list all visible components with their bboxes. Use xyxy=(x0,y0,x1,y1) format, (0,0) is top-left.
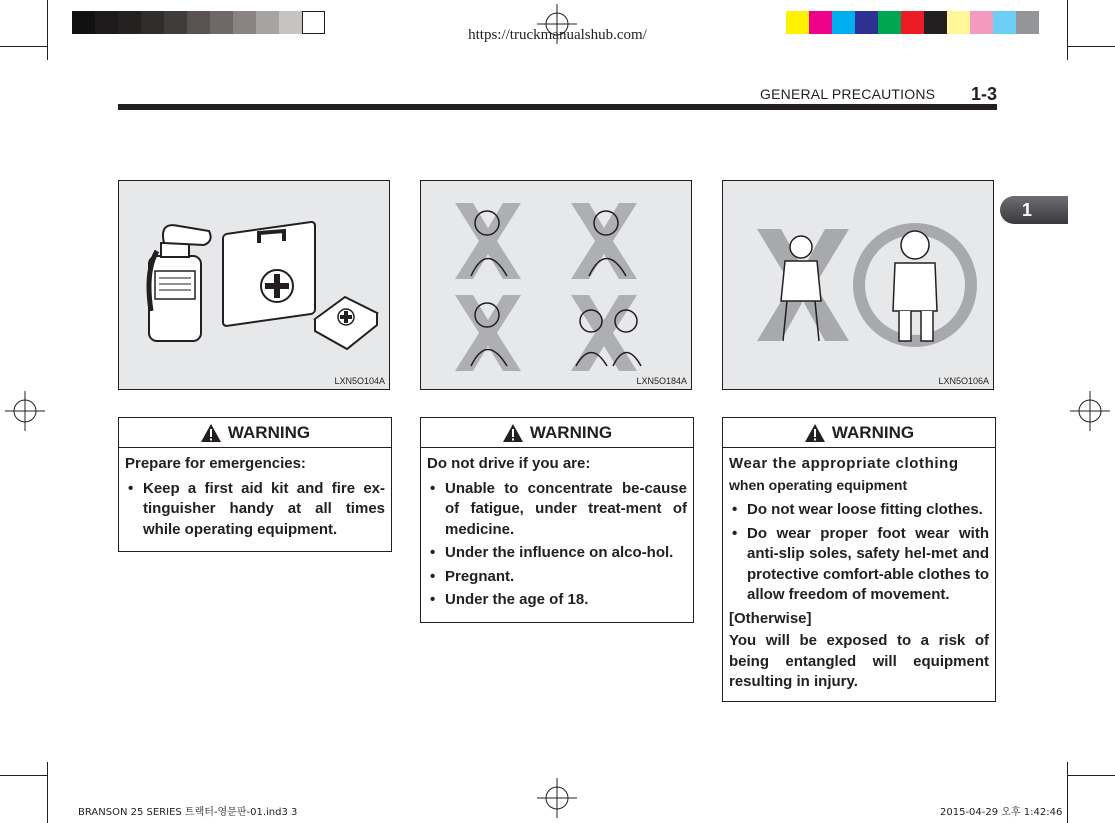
warning-triangle-icon xyxy=(502,423,524,443)
warning-intro: Wear the appropriate clothing xyxy=(729,455,959,472)
warning-header xyxy=(119,418,391,448)
warning-box-fitness xyxy=(420,417,694,623)
page-number: 1-3 xyxy=(971,84,998,104)
warning-header xyxy=(421,418,693,448)
footer-file-slug: BRANSON 25 SERIES 트랙터-영문판-01.ind3 3 xyxy=(78,807,298,818)
figure-unfit-operators xyxy=(420,180,692,390)
warning-title: WARNING xyxy=(529,422,613,442)
figure-code: LXN5O184A xyxy=(636,376,687,386)
source-url: https://truckmanualshub.com/ xyxy=(468,27,647,43)
proper-clothing-icon xyxy=(723,181,995,391)
section-title: GENERAL PRECAUTIONS xyxy=(760,86,936,102)
figure-emergency-equipment xyxy=(118,180,390,390)
warning-intro: Prepare for emergencies: xyxy=(125,455,306,472)
warning-title: WARNING xyxy=(227,422,311,442)
registration-mark-right-icon xyxy=(1070,391,1110,431)
warning-bullet: • Keep a first aid kit and fire ex-tinguisher handy at all times while operating equipment. xyxy=(125,479,385,541)
warning-triangle-icon xyxy=(200,423,222,443)
warning-intro-continued: when operating equipment xyxy=(729,476,908,493)
warning-bullet: • Pregnant. xyxy=(427,567,687,588)
warning-bullet: • Unable to concentrate be-cause of fatigue, under treat-ment of medicine. xyxy=(427,479,687,541)
otherwise-text: You will be exposed to a risk of being entangled will equipment resulting in injury. xyxy=(729,632,989,690)
warning-title: WARNING xyxy=(831,422,915,442)
figure-code: LXN5O104A xyxy=(334,376,385,386)
figure-proper-clothing xyxy=(722,180,994,390)
warning-box-emergencies xyxy=(118,417,392,552)
warning-bullet: • Do wear proper foot wear with anti-slip soles, safety hel-met and protective comfort-able clothes to allow freedom of movement. xyxy=(729,524,989,606)
registration-mark-bottom-icon xyxy=(537,778,577,818)
header-rule xyxy=(118,104,997,110)
footer-timestamp: 2015-04-29 오후 1:42:46 xyxy=(940,807,1063,818)
warning-bullet: • Do not wear loose fitting clothes. xyxy=(729,500,989,521)
warning-intro: Do not drive if you are: xyxy=(427,455,591,472)
warning-triangle-icon xyxy=(804,423,826,443)
warning-bullet: • Under the age of 18. xyxy=(427,590,687,611)
fire-extinguisher-first-aid-icon xyxy=(119,181,391,391)
chapter-tab: 1 xyxy=(1000,196,1068,224)
warning-header xyxy=(723,418,995,448)
otherwise-label: [Otherwise] xyxy=(729,609,812,627)
warning-box-clothing xyxy=(722,417,996,702)
warning-bullet: • Under the influence on alco-hol. xyxy=(427,543,687,564)
prohibited-operators-icon xyxy=(421,181,693,391)
registration-mark-left-icon xyxy=(5,391,45,431)
figure-code: LXN5O106A xyxy=(938,376,989,386)
